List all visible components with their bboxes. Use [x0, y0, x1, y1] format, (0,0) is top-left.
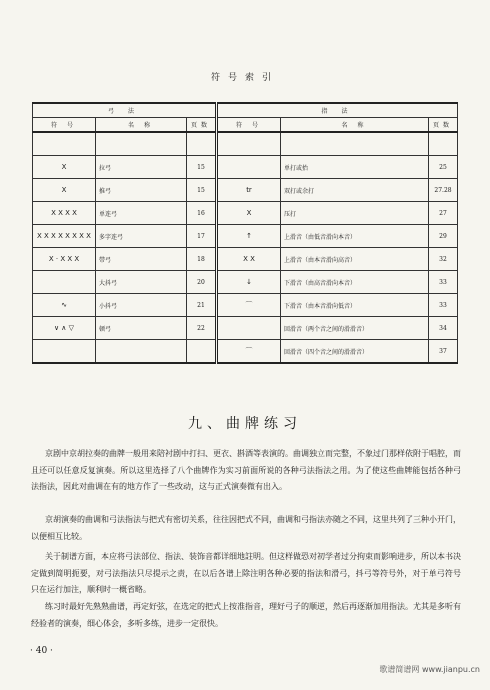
bowing-page: 15	[187, 156, 217, 179]
table-row	[33, 271, 458, 294]
fingering-symbol: tr	[217, 179, 281, 202]
bowing-symbol: ∨ ∧ ▽	[33, 317, 96, 340]
fingering-page: 25	[429, 156, 458, 179]
table-row	[33, 317, 458, 340]
fingering-symbol: ↑	[217, 225, 281, 248]
bowing-symbol: X X X X	[33, 202, 96, 225]
table-row	[33, 340, 458, 364]
body-paragraph: 关于制谱方面，本应将弓法部位、指法、装饰音都详细地註明。但这样做恐对初学者过分拘束而影响进步，所以本书决定做到简明扼要，对弓法指法只尽提示之责，在以后各谱上除注明各种必要的指法和滑弓，抖弓等符号外，对于单弓符号只在运行加注，顺利时一概省略。	[31, 552, 461, 594]
table-row	[33, 225, 458, 248]
fingering-page: 27.28	[429, 179, 458, 202]
fingering-name: 压打	[281, 202, 429, 225]
bowing-page	[187, 132, 217, 156]
table-row	[33, 294, 458, 317]
bowing-symbol: ∿	[33, 294, 96, 317]
fingering-name: 上滑音（由本音滑向高音）	[281, 248, 429, 271]
bowing-group-header: 弓 法	[33, 103, 217, 118]
fingering-page: 37	[429, 340, 458, 364]
column-header-page: 页数	[187, 118, 217, 133]
symbol-index-table	[32, 102, 458, 364]
table-row	[33, 202, 458, 225]
fingering-name	[281, 132, 429, 156]
fingering-symbol: X	[217, 202, 281, 225]
fingering-page: 27	[429, 202, 458, 225]
table-row	[33, 156, 458, 179]
section-heading: 九、曲牌练习	[188, 416, 302, 432]
page-title: 符号索引	[210, 73, 279, 83]
bowing-symbol	[33, 271, 96, 294]
bowing-symbol	[33, 132, 96, 156]
page-number: · 40 ·	[30, 646, 53, 656]
fingering-symbol: X X	[217, 248, 281, 271]
column-header-page: 页数	[429, 118, 458, 133]
fingering-symbol: ⌒	[217, 294, 281, 317]
bowing-name	[96, 132, 187, 156]
bowing-page: 20	[187, 271, 217, 294]
bowing-page: 17	[187, 225, 217, 248]
bowing-symbol: X	[33, 156, 96, 179]
fingering-name: 双打或余打	[281, 179, 429, 202]
fingering-symbol: ⌒	[217, 340, 281, 364]
bowing-name: 拉弓	[96, 156, 187, 179]
fingering-symbol: ↓	[217, 271, 281, 294]
bowing-name: 多字连弓	[96, 225, 187, 248]
fingering-symbol	[217, 132, 281, 156]
column-header-symbol: 符 号	[217, 118, 281, 133]
bowing-symbol: X	[33, 179, 96, 202]
bowing-symbol: X · X X X	[33, 248, 96, 271]
fingering-name: 单打或抬	[281, 156, 429, 179]
bowing-name	[96, 340, 187, 364]
bowing-name: 单连弓	[96, 202, 187, 225]
bowing-name: 顿弓	[96, 317, 187, 340]
bowing-page: 16	[187, 202, 217, 225]
fingering-page: 33	[429, 271, 458, 294]
fingering-page	[429, 132, 458, 156]
fingering-name: 下滑音（由高音滑向本音）	[281, 271, 429, 294]
bowing-name: 小抖弓	[96, 294, 187, 317]
fingering-page: 29	[429, 225, 458, 248]
body-paragraph: 京胡演奏的曲调和弓法指法与把式有密切关系，往往因把式不同，曲调和弓指法亦随之不同，这里共列了三种小开门，以便相互比较。	[31, 515, 461, 541]
fingering-group-header: 指 法	[217, 103, 458, 118]
table-row	[33, 179, 458, 202]
watermark: 歌谱简谱网 www.jianpu.cn	[379, 665, 480, 674]
column-header-name: 名 称	[96, 118, 187, 133]
bowing-name: 大抖弓	[96, 271, 187, 294]
bowing-page: 21	[187, 294, 217, 317]
table-row	[33, 248, 458, 271]
fingering-name: 下滑音（由本音滑向低音）	[281, 294, 429, 317]
body-paragraph: 练习时最好先熟熟曲谱，再定好弦，在选定的把式上按准指音，理好弓子的顺逆，然后再逐渐加用指法。尤其是多听有经验者的演奏，细心体会，多听多练，进步一定很快。	[31, 602, 461, 628]
bowing-page	[187, 340, 217, 364]
table-row	[33, 132, 458, 156]
bowing-symbol: X X X X X X X X	[33, 225, 96, 248]
bowing-name: 推弓	[96, 179, 187, 202]
fingering-symbol	[217, 156, 281, 179]
fingering-symbol	[217, 317, 281, 340]
bowing-symbol	[33, 340, 96, 364]
table-column-header	[33, 118, 458, 133]
fingering-name: 上滑音（由低音滑向本音）	[281, 225, 429, 248]
fingering-page: 34	[429, 317, 458, 340]
bowing-name: 带弓	[96, 248, 187, 271]
body-paragraph: 京剧中京胡拉奏的曲牌一般用来陪衬剧中打扫、更衣、斟酒等表演的。曲调独立而完整，不象过门那样依附于唱腔，而且还可以任意反复演奏。所以这里选择了八个曲牌作为实习前面所说的各种弓法指法之用。为了使这些曲牌能包括各种弓法指法，因此对曲调在有的地方作了一些改动，这与正式演奏微有出入。	[31, 449, 461, 491]
bowing-page: 15	[187, 179, 217, 202]
bowing-page: 18	[187, 248, 217, 271]
fingering-page: 32	[429, 248, 458, 271]
fingering-name: 回滑音（四个音之间的滑滑音）	[281, 340, 429, 364]
fingering-name: 回滑音（两个音之间的滑滑音）	[281, 317, 429, 340]
column-header-symbol: 符 号	[33, 118, 96, 133]
bowing-page: 22	[187, 317, 217, 340]
fingering-page: 33	[429, 294, 458, 317]
column-header-name: 名 称	[281, 118, 429, 133]
table-group-header	[33, 103, 458, 118]
